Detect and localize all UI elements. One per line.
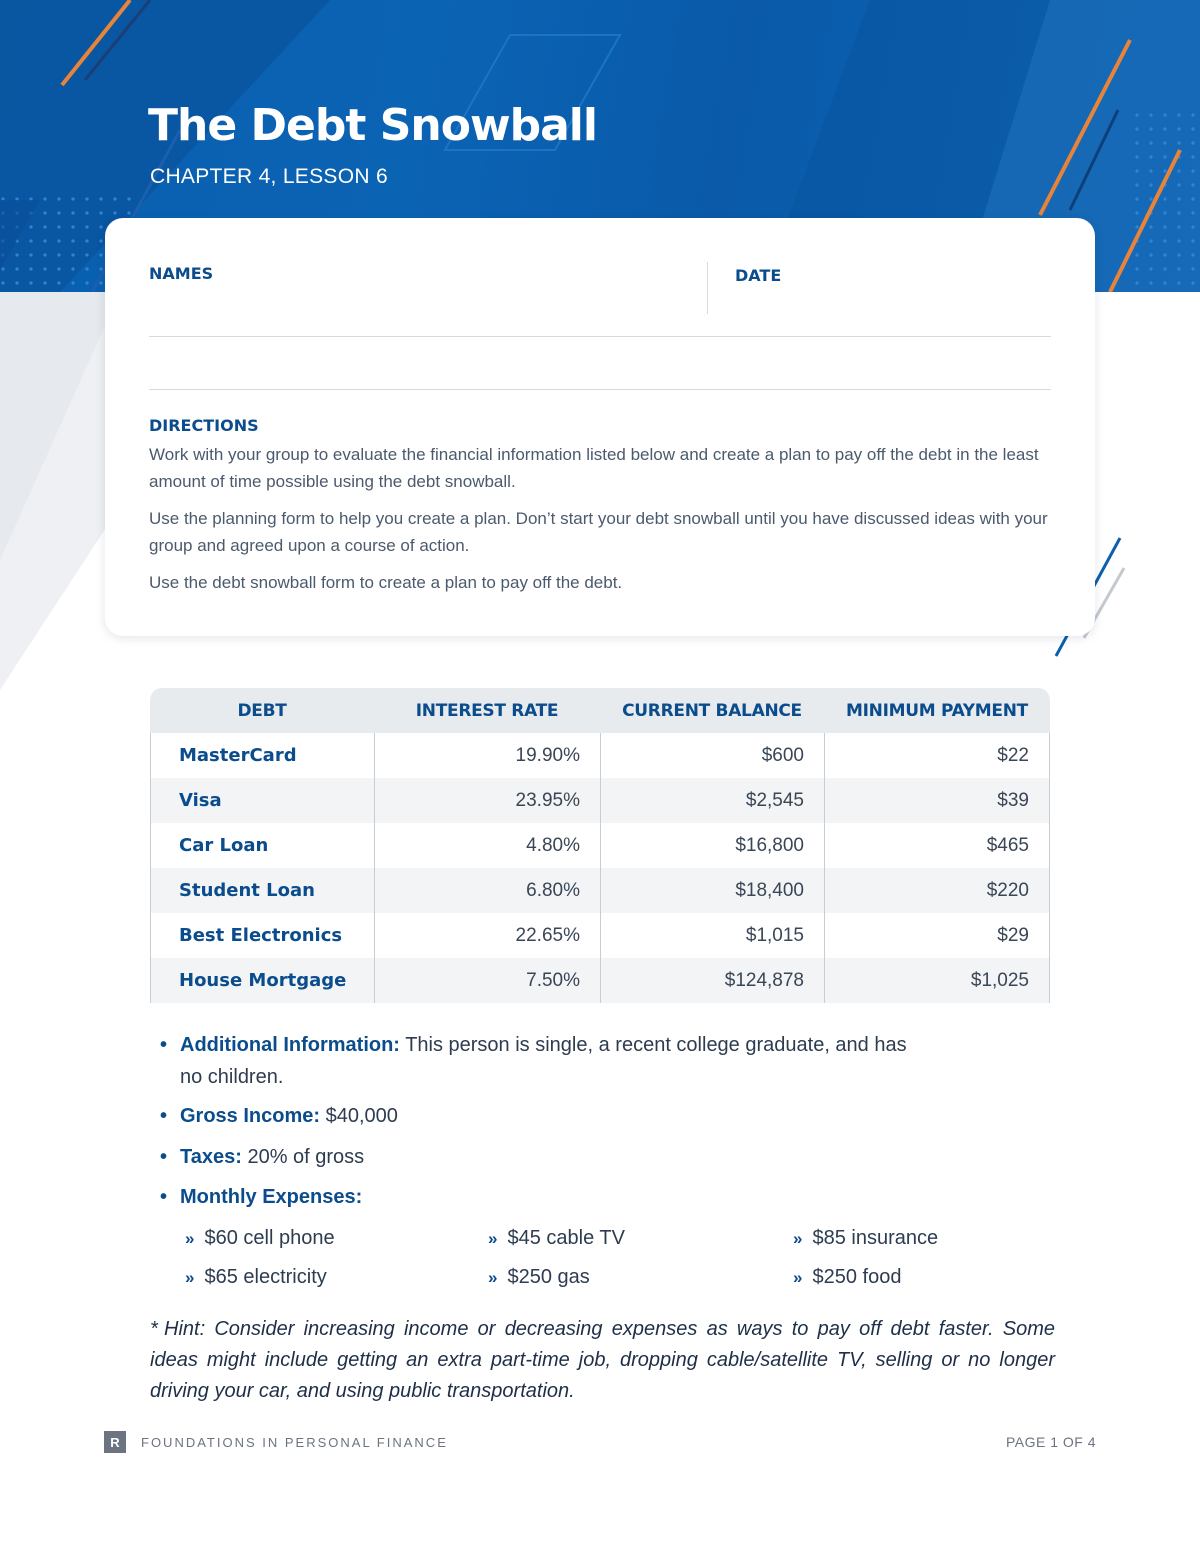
additional-info-item bbox=[160, 1034, 907, 1057]
header-card bbox=[105, 218, 1095, 636]
expense-marker: » bbox=[185, 1268, 195, 1287]
additional-info-text: This person is single, a recent college graduate, and has bbox=[405, 1034, 907, 1056]
expense-item bbox=[488, 1227, 625, 1250]
minimum-payment-cell: $39 bbox=[824, 778, 1050, 823]
column-header: DEBT bbox=[237, 700, 287, 721]
table-row bbox=[150, 733, 1050, 778]
debt-name-cell: Best Electronics bbox=[150, 913, 374, 958]
expense-marker: » bbox=[793, 1268, 803, 1287]
directions-heading: DIRECTIONS bbox=[149, 416, 259, 435]
additional-info-label: Additional Information: bbox=[180, 1034, 400, 1056]
debt-name-cell: House Mortgage bbox=[150, 958, 374, 1003]
directions-paragraph: Work with your group to evaluate the financial information listed below and create a plan to pay off the debt in the least amount of time possible using the debt snowball. bbox=[149, 445, 1039, 491]
page-title: The Debt Snowball bbox=[148, 100, 597, 151]
names-line-1[interactable] bbox=[149, 336, 1051, 337]
debt-table bbox=[150, 688, 1050, 1003]
column-header: INTEREST RATE bbox=[415, 700, 559, 721]
expense-text: $60 cell phone bbox=[204, 1227, 335, 1249]
expense-text: $250 gas bbox=[507, 1266, 590, 1288]
gross-income-value: $40,000 bbox=[325, 1105, 398, 1127]
directions-paragraph: Use the debt snowball form to create a plan to pay off the debt. bbox=[149, 573, 623, 592]
expense-marker: » bbox=[185, 1229, 195, 1248]
monthly-expenses-label: Monthly Expenses: bbox=[180, 1186, 363, 1208]
interest-rate-cell: 22.65% bbox=[374, 913, 600, 958]
bullet-marker: • bbox=[160, 1105, 168, 1127]
interest-rate-cell: 23.95% bbox=[374, 778, 600, 823]
gross-income-item bbox=[160, 1105, 398, 1128]
column-header: CURRENT BALANCE bbox=[622, 700, 802, 721]
interest-rate-cell: 4.80% bbox=[374, 823, 600, 868]
minimum-payment-cell: $465 bbox=[824, 823, 1050, 868]
chapter-subtitle: CHAPTER 4, LESSON 6 bbox=[150, 165, 388, 188]
expense-item bbox=[185, 1266, 327, 1289]
table-header-row bbox=[150, 688, 1050, 733]
table-row bbox=[150, 778, 1050, 823]
current-balance-cell: $600 bbox=[600, 733, 824, 778]
minimum-payment-cell: $1,025 bbox=[824, 958, 1050, 1003]
monthly-expenses-item bbox=[160, 1186, 362, 1209]
taxes-item bbox=[160, 1146, 364, 1169]
current-balance-cell: $1,015 bbox=[600, 913, 824, 958]
expense-item bbox=[488, 1266, 590, 1289]
taxes-value: 20% of gross bbox=[247, 1146, 365, 1168]
date-label: DATE bbox=[735, 266, 782, 285]
hint-asterisk: * bbox=[150, 1318, 158, 1340]
gross-income-label: Gross Income: bbox=[180, 1105, 321, 1127]
minimum-payment-cell: $29 bbox=[824, 913, 1050, 958]
expense-item bbox=[185, 1227, 335, 1250]
expense-text: $250 food bbox=[812, 1266, 902, 1288]
table-row bbox=[150, 913, 1050, 958]
minimum-payment-cell: $22 bbox=[824, 733, 1050, 778]
bullet-marker: • bbox=[160, 1186, 168, 1208]
column-header: MINIMUM PAYMENT bbox=[846, 700, 1028, 721]
current-balance-cell: $124,878 bbox=[600, 958, 824, 1003]
expense-item bbox=[793, 1266, 901, 1289]
expense-text: $45 cable TV bbox=[507, 1227, 625, 1249]
debt-name-cell: MasterCard bbox=[150, 733, 374, 778]
footer-course-title: FOUNDATIONS IN PERSONAL FINANCE bbox=[141, 1435, 448, 1450]
expense-marker: » bbox=[488, 1268, 498, 1287]
names-date-divider bbox=[707, 262, 708, 314]
interest-rate-cell: 7.50% bbox=[374, 958, 600, 1003]
current-balance-cell: $18,400 bbox=[600, 868, 824, 913]
expense-marker: » bbox=[488, 1229, 498, 1248]
hint-paragraph bbox=[150, 1314, 1055, 1407]
interest-rate-cell: 6.80% bbox=[374, 868, 600, 913]
table-row bbox=[150, 823, 1050, 868]
expense-item bbox=[793, 1227, 938, 1250]
hint-text: Hint: Consider increasing income or decreasing expenses as ways to pay off debt faster. Some ideas might include getting an extra part-time job, dropping cable/satellite TV, selling or no longer driving your car, and using public transportation. bbox=[150, 1318, 1055, 1402]
table-body bbox=[150, 733, 1050, 1003]
current-balance-cell: $2,545 bbox=[600, 778, 824, 823]
page-number: PAGE 1 OF 4 bbox=[1005, 1434, 1096, 1450]
expense-text: $65 electricity bbox=[204, 1266, 327, 1288]
brand-logo-icon: R bbox=[104, 1431, 126, 1453]
table-row bbox=[150, 958, 1050, 1003]
names-label: NAMES bbox=[149, 264, 214, 283]
additional-info-continued: no children. bbox=[180, 1066, 284, 1088]
debt-name-cell: Student Loan bbox=[150, 868, 374, 913]
bullet-marker: • bbox=[160, 1034, 168, 1056]
names-line-2[interactable] bbox=[149, 389, 1051, 390]
directions-paragraph: Use the planning form to help you create a plan. Don’t start your debt snowball until you have discussed ideas with your group and agreed upon a course of action. bbox=[149, 509, 1048, 555]
bullet-marker: • bbox=[160, 1146, 168, 1168]
taxes-label: Taxes: bbox=[180, 1146, 242, 1168]
debt-name-cell: Car Loan bbox=[150, 823, 374, 868]
current-balance-cell: $16,800 bbox=[600, 823, 824, 868]
expense-text: $85 insurance bbox=[812, 1227, 939, 1249]
table-row bbox=[150, 868, 1050, 913]
minimum-payment-cell: $220 bbox=[824, 868, 1050, 913]
interest-rate-cell: 19.90% bbox=[374, 733, 600, 778]
expense-marker: » bbox=[793, 1229, 803, 1248]
debt-name-cell: Visa bbox=[150, 778, 374, 823]
